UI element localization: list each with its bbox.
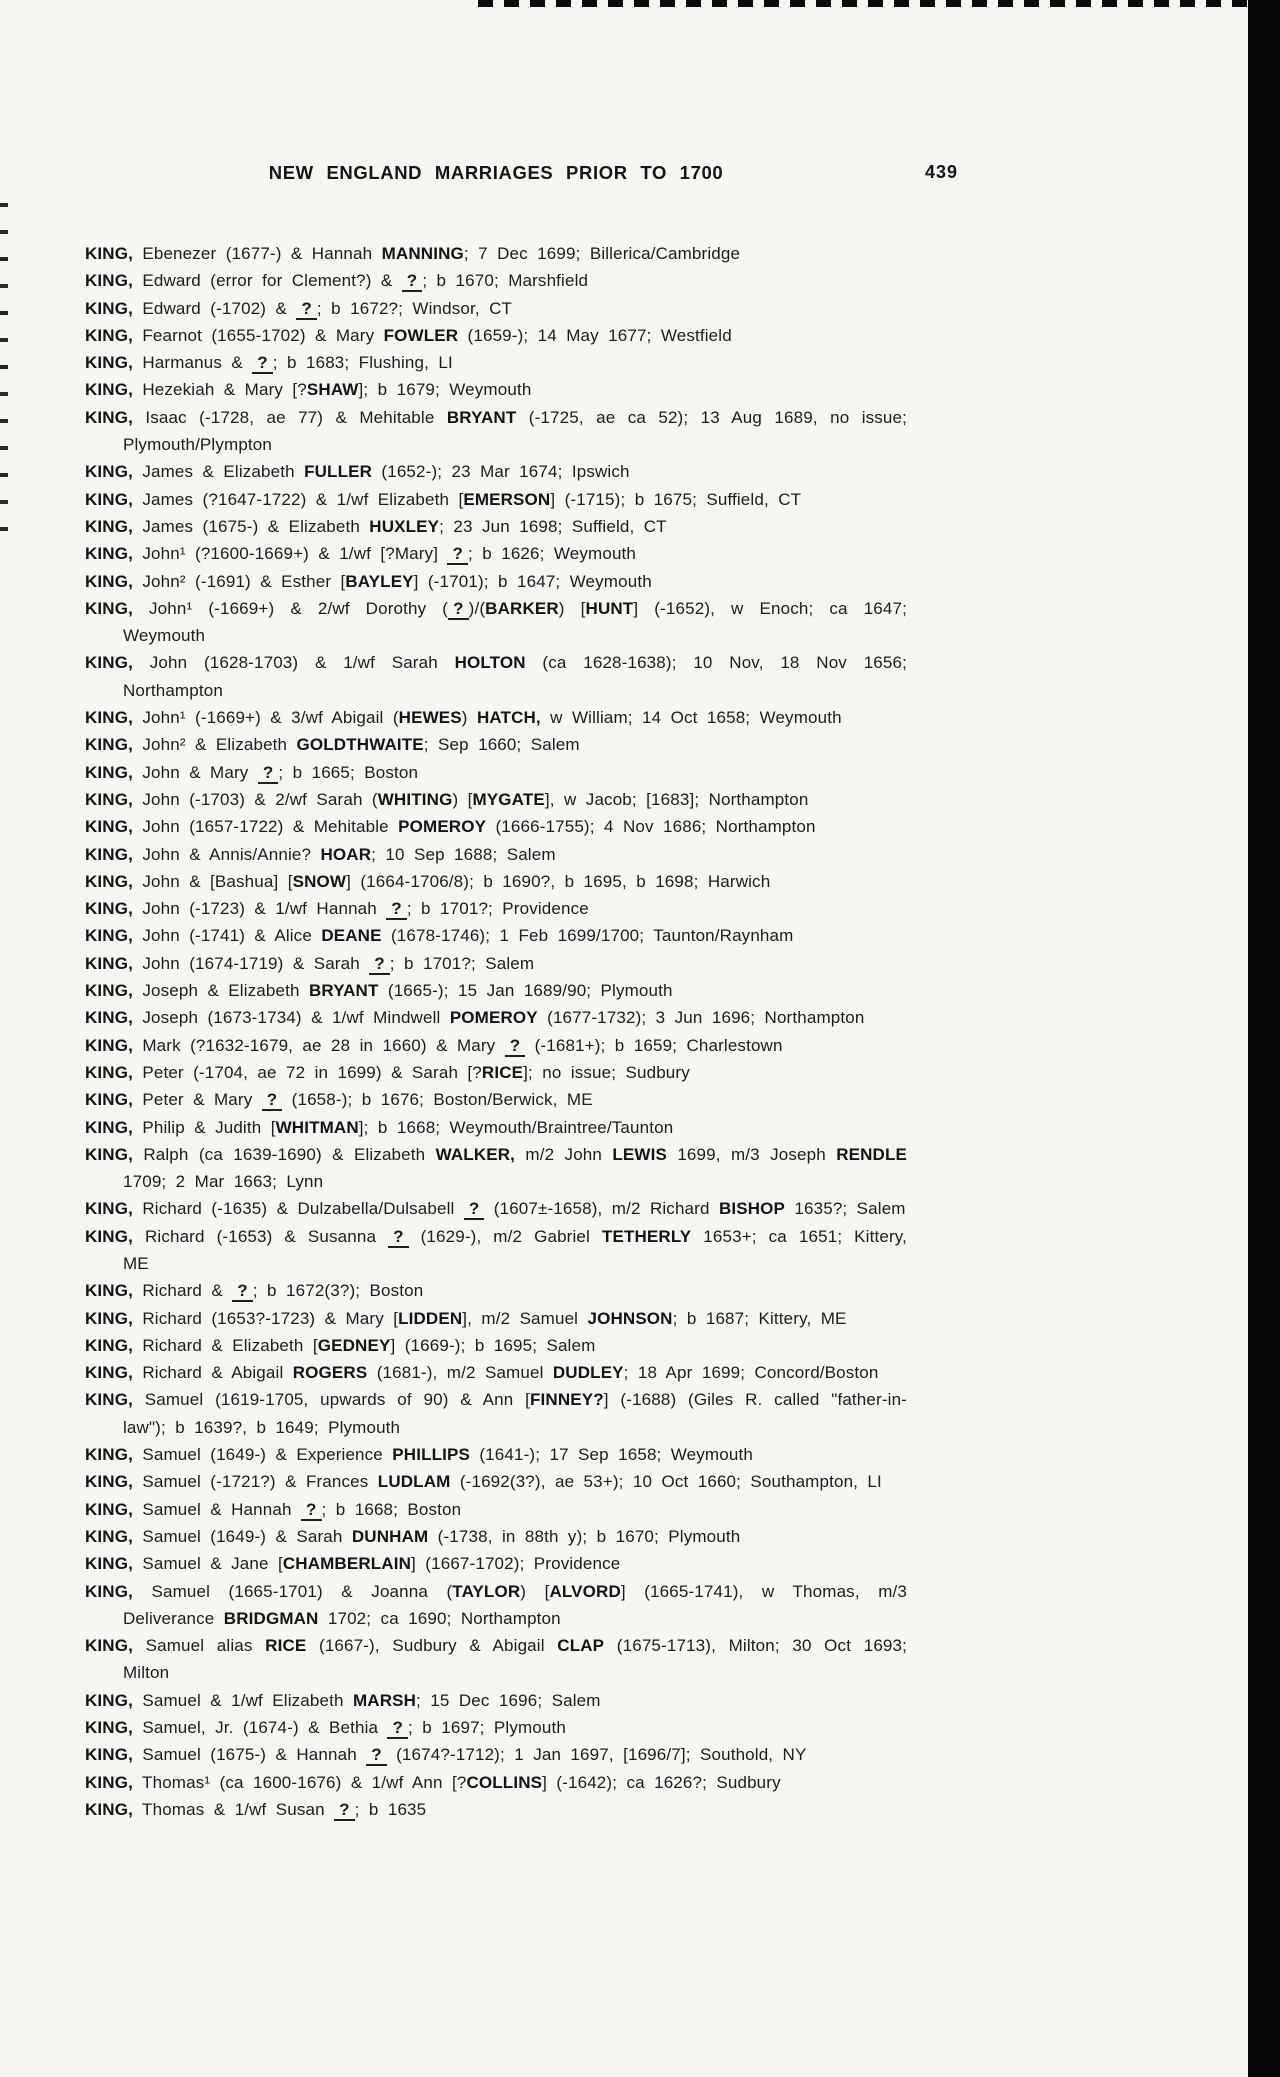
marriage-entry: KING, Edward (-1702) & ? ; b 1672?; Windsor, CT — [85, 298, 513, 318]
marriage-entry: KING, Thomas¹ (ca 1600-1676) & 1/wf Ann [?COLLINS] (-1642); ca 1626?; Sudbury — [85, 1772, 781, 1792]
blank-name-placeholder: ? — [387, 1718, 408, 1739]
marriage-entry: KING, John (1674-1719) & Sarah ? ; b 1701?; Salem — [85, 953, 535, 973]
blank-name-placeholder: ? — [388, 1227, 409, 1248]
blank-name-placeholder: ? — [366, 1745, 387, 1766]
marriage-entry: KING, John¹ (-1669+) & 2/wf Dorothy ( ? )/(BARKER) [HUNT] (-1652), w Enoch; ca 1647; Weymouth — [85, 598, 907, 646]
marriage-entry: KING, Peter (-1704, ae 72 in 1699) & Sarah [?RICE]; no issue; Sudbury — [85, 1062, 690, 1082]
marriage-entry: KING, Thomas & 1/wf Susan ? ; b 1635 — [85, 1799, 427, 1819]
scan-edge-dashes — [478, 0, 1250, 7]
marriage-entry: KING, Ebenezer (1677-) & Hannah MANNING; 7 Dec 1699; Billerica/Cambridge — [85, 244, 741, 263]
marriage-entry: KING, James (1675-) & Elizabeth HUXLEY; 23 Jun 1698; Suffield, CT — [85, 516, 667, 536]
marriage-entry: KING, James (?1647-1722) & 1/wf Elizabeth [EMERSON] (-1715); b 1675; Suffield, CT — [85, 489, 802, 509]
marriage-entry: KING, John¹ (-1669+) & 3/wf Abigail (HEWES) HATCH, w William; 14 Oct 1658; Weymouth — [85, 708, 842, 728]
marriage-entry: KING, John² & Elizabeth GOLDTHWAITE; Sep 1660; Salem — [85, 735, 580, 755]
marriage-entry: KING, Samuel (-1721?) & Frances LUDLAM (-1692(3?), ae 53+); 10 Oct 1660; Southampton, LI — [85, 1472, 882, 1492]
marriage-entry: KING, Ralph (ca 1639-1690) & Elizabeth WALKER, m/2 John LEWIS 1699, m/3 Joseph RENDLE 1709; 2 Mar 1663; Lynn — [85, 1144, 907, 1192]
marriage-entry: KING, Edward (error for Clement?) & ? ; b 1670; Marshfield — [85, 271, 589, 291]
marriage-entry: KING, Peter & Mary ? (1658-); b 1676; Boston/Berwick, ME — [85, 1090, 593, 1110]
marriage-entry: KING, John & [Bashua] [SNOW] (1664-1706/8); b 1690?, b 1695, b 1698; Harwich — [85, 871, 771, 891]
marriage-entry: KING, John (-1723) & 1/wf Hannah ? ; b 1701?; Providence — [85, 899, 589, 919]
marriage-entry: KING, Joseph (1673-1734) & 1/wf Mindwell POMEROY (1677-1732); 3 Jun 1696; Northampton — [85, 1008, 865, 1028]
marriage-entry: KING, Samuel (1619-1705, upwards of 90) & Ann [FINNEY?] (-1688) (Giles R. called "father-in-law"); b 1639?, b 1649; Plymouth — [85, 1390, 907, 1437]
blank-name-placeholder: ? — [447, 544, 468, 565]
marriage-entry: KING, Samuel (1649-) & Experience PHILLIPS (1641-); 17 Sep 1658; Weymouth — [85, 1445, 753, 1465]
marriage-entry: KING, Richard & Elizabeth [GEDNEY] (1669-); b 1695; Salem — [85, 1335, 596, 1355]
blank-name-placeholder: ? — [386, 899, 407, 920]
marriage-entry: KING, Hezekiah & Mary [?SHAW]; b 1679; Weymouth — [85, 380, 532, 400]
blank-name-placeholder: ? — [505, 1036, 526, 1057]
marriage-entry: KING, Mark (?1632-1679, ae 28 in 1660) & Mary ? (-1681+); b 1659; Charlestown — [85, 1035, 783, 1055]
marriage-entry: KING, John (-1703) & 2/wf Sarah (WHITING) [MYGATE], w Jacob; [1683]; Northampton — [85, 789, 809, 809]
page-number: 439 — [925, 162, 959, 182]
blank-name-placeholder: ? — [448, 599, 469, 620]
marriage-entry: KING, Richard (1653?-1723) & Mary [LIDDEN], m/2 Samuel JOHNSON; b 1687; Kittery, ME — [85, 1308, 847, 1328]
marriage-entry: KING, Joseph & Elizabeth BRYANT (1665-); 15 Jan 1689/90; Plymouth — [85, 981, 673, 1001]
entry-list — [85, 240, 907, 1823]
marriage-entry: KING, Harmanus & ? ; b 1683; Flushing, LI — [85, 353, 453, 373]
marriage-entry: KING, Samuel alias RICE (1667-), Sudbury & Abigail CLAP (1675-1713), Milton; 30 Oct 1693; Milton — [85, 1636, 908, 1683]
blank-name-placeholder: ? — [232, 1281, 253, 1302]
marriage-entry: KING, Richard & ? ; b 1672(3?); Boston — [85, 1281, 424, 1301]
blank-name-placeholder: ? — [334, 1800, 355, 1821]
marriage-entry: KING, Samuel (1665-1701) & Joanna (TAYLOR) [ALVORD] (1665-1741), w Thomas, m/3 Deliverance BRIDGMAN 1702; ca 1690; Northampton — [85, 1581, 907, 1628]
marriage-entry: KING, John (1628-1703) & 1/wf Sarah HOLTON (ca 1628-1638); 10 Nov, 18 Nov 1656; Northampton — [85, 653, 907, 700]
marriage-entry: KING, Philip & Judith [WHITMAN]; b 1668; Weymouth/Braintree/Taunton — [85, 1117, 674, 1137]
marriage-entry: KING, Richard & Abigail ROGERS (1681-), m/2 Samuel DUDLEY; 18 Apr 1699; Concord/Boston — [85, 1363, 879, 1383]
marriage-entry: KING, Richard (-1635) & Dulzabella/Dulsabell ? (1607±-1658), m/2 Richard BISHOP 1635?; Salem — [85, 1199, 906, 1219]
marriage-entry: KING, John¹ (?1600-1669+) & 1/wf [?Mary] ? ; b 1626; Weymouth — [85, 544, 637, 564]
marriage-entry: KING, Samuel & 1/wf Elizabeth MARSH; 15 Dec 1696; Salem — [85, 1690, 601, 1710]
blank-name-placeholder: ? — [258, 763, 279, 784]
blank-name-placeholder: ? — [402, 271, 423, 292]
marriage-entry: KING, John & Annis/Annie? HOAR; 10 Sep 1688; Salem — [85, 844, 556, 864]
page-header-title: NEW ENGLAND MARRIAGES PRIOR TO 1700 — [268, 162, 724, 183]
marriage-entry: KING, James & Elizabeth FULLER (1652-); 23 Mar 1674; Ipswich — [85, 462, 630, 482]
blank-name-placeholder: ? — [301, 1500, 322, 1521]
marriage-entry: KING, John & Mary ? ; b 1665; Boston — [85, 762, 419, 782]
scan-edge-bar — [1248, 0, 1280, 2077]
marriage-entry: KING, Richard (-1653) & Susanna ? (1629-), m/2 Gabriel TETHERLY 1653+; ca 1651; Kittery, ME — [85, 1226, 908, 1273]
blank-name-placeholder: ? — [296, 299, 317, 320]
marriage-entry: KING, Isaac (-1728, ae 77) & Mehitable BRYANT (-1725, ae ca 52); 13 Aug 1689, no issue; Plymouth/Plympton — [85, 407, 908, 455]
marriage-entry: KING, Samuel (1649-) & Sarah DUNHAM (-1738, in 88th y); b 1670; Plymouth — [85, 1526, 741, 1546]
marriage-entry: KING, Samuel & Hannah ? ; b 1668; Boston — [85, 1499, 462, 1519]
marriage-entry: KING, John (1657-1722) & Mehitable POMEROY (1666-1755); 4 Nov 1686; Northampton — [85, 817, 816, 837]
marriage-entry: KING, John² (-1691) & Esther [BAYLEY] (-1701); b 1647; Weymouth — [85, 571, 652, 591]
blank-name-placeholder: ? — [369, 954, 390, 975]
marriage-entry: KING, Samuel & Jane [CHAMBERLAIN] (1667-1702); Providence — [85, 1554, 621, 1574]
marriage-entry: KING, Samuel (1675-) & Hannah ? (1674?-1712); 1 Jan 1697, [1696/7]; Southold, NY — [85, 1745, 807, 1765]
marriage-entry: KING, John (-1741) & Alice DEANE (1678-1746); 1 Feb 1699/1700; Taunton/Raynham — [85, 926, 794, 946]
scan-artifact-marks — [0, 203, 8, 207]
marriage-entry: KING, Samuel, Jr. (1674-) & Bethia ? ; b 1697; Plymouth — [85, 1718, 566, 1738]
marriage-entry: KING, Fearnot (1655-1702) & Mary FOWLER (1659-); 14 May 1677; Westfield — [85, 325, 732, 345]
blank-name-placeholder: ? — [252, 353, 273, 374]
blank-name-placeholder: ? — [262, 1090, 283, 1111]
blank-name-placeholder: ? — [464, 1199, 485, 1220]
